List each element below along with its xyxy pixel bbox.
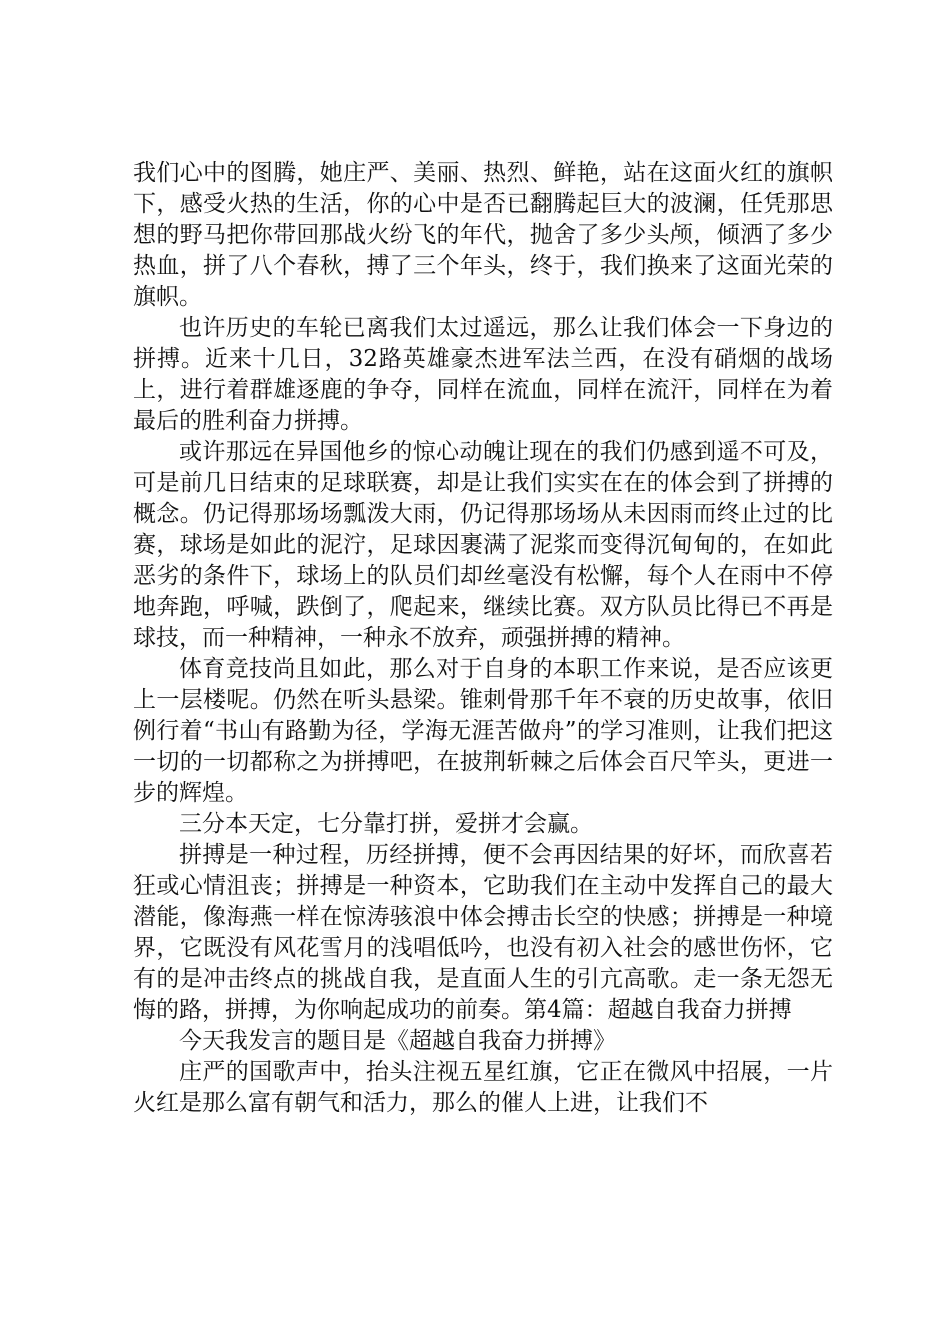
paragraph-3: 或许那远在异国他乡的惊心动魄让现在的我们仍感到遥不可及，可是前几日结束的足球联赛，却是让我们实实在在的体会到了拼搏的概念。仍记得那场场瓢泼大雨，仍记得那场场从未因雨而终止过的比赛，球场是如此的泥泞，足球因裹满了泥浆而变得沉甸甸的，在如此恶劣的条件下，球场上的队员们却丝毫没有松懈，每个人在雨中不停地奔跑，呼喊，跌倒了，爬起来，继续比赛。双方队员比得已不再是球技，而一种精神，一种永不放弃，顽强拼搏的精神。: [133, 439, 833, 651]
document-body: [133, 158, 833, 1119]
paragraph-5: 三分本天定，七分靠打拼，爱拼才会赢。: [179, 811, 593, 837]
paragraph-4: 体育竞技尚且如此，那么对于自身的本职工作来说，是否应该更上一层楼呢。仍然在听头悬梁。锥刺骨那千年不衰的历史故事，依旧例行着“书山有路勤为径，学海无涯苦做舟”的学习准则，让我们把这一切的一切都称之为拼搏吧，在披荆斩棘之后体会百尺竿头，更进一步的辉煌。: [133, 656, 833, 806]
paragraph-2: 也许历史的车轮已离我们太过遥远，那么让我们体会一下身边的拼搏。近来十几日，32路英雄豪杰进军法兰西，在没有硝烟的战场上，进行着群雄逐鹿的争夺，同样在流血，同样在流汗，同样在为着最后的胜利奋力拼搏。: [133, 315, 833, 434]
paragraph-1: 我们心中的图腾，她庄严、美丽、热烈、鲜艳，站在这面火红的旗帜下，感受火热的生活，你的心中是否已翻腾起巨大的波澜，任凭那思想的野马把你带回那战火纷飞的年代，抛舍了多少头颅，倾洒了多少热血，拼了八个春秋，搏了三个年头，终于，我们换来了这面光荣的旗帜。: [133, 160, 833, 310]
paragraph-7: 今天我发言的题目是《超越自我奋力拼搏》: [179, 1028, 616, 1054]
paragraph-6: 拼搏是一种过程，历经拼搏，便不会再因结果的好坏，而欣喜若狂或心情沮丧；拼搏是一种资本，它助我们在主动中发挥自己的最大潜能，像海燕一样在惊涛骇浪中体会搏击长空的快感；拼搏是一种境界，它既没有风花雪月的浅唱低吟，也没有初入社会的感世伤怀，它有的是冲击终点的挑战自我，是直面人生的引亢高歌。走一条无怨无悔的路，拼搏，为你响起成功的前奏。第4篇：超越自我奋力拼搏: [133, 842, 833, 1023]
paragraph-8: 庄严的国歌声中，抬头注视五星红旗，它正在微风中招展，一片火红是那么富有朝气和活力，那么的催人上进，让我们不: [133, 1059, 833, 1116]
